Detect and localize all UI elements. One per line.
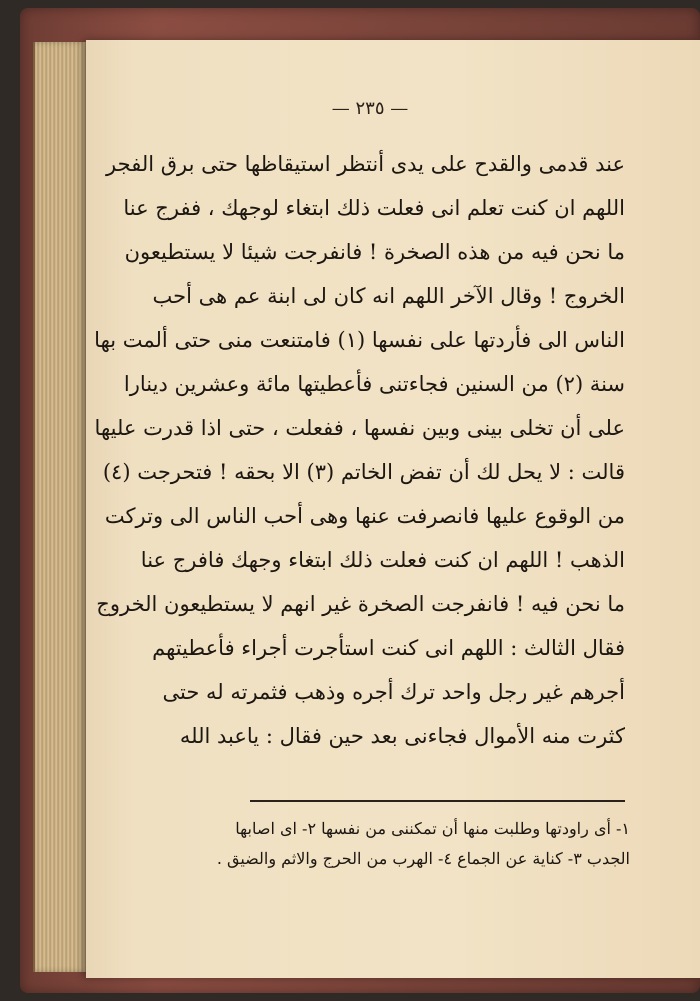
text-line: من الوقوع عليها فانصرفت عنها وهى أحب الناس الى وتركت	[104, 504, 625, 528]
text-line: ما نحن فيه ! فانفرجت الصخرة غير انهم لا يستطيعون الخروج	[96, 592, 625, 616]
text-line: سنة (٢) من السنين فجاءتنى فأعطيتها مائة وعشرين دينارا	[123, 372, 625, 396]
text-line: الذهب ! اللهم ان كنت فعلت ذلك ابتغاء وجهك فافرج عنا	[140, 548, 625, 572]
footnote-line: الجدب ٣- كناية عن الجماع ٤- الهرب من الحرج والاثم والضيق .	[216, 849, 630, 868]
text-line: كثرت منه الأموال فجاءنى بعد حين فقال : ياعبد الله	[179, 724, 625, 748]
footnote-line: ١- أى راودتها وطلبت منها أن تمكننى من نفسها ٢- اى اصابها	[235, 819, 630, 838]
page-edges	[33, 42, 88, 972]
text-line: الخروج ! وقال الآخر اللهم انه كان لى ابنة عم هى أحب	[152, 284, 625, 308]
text-line: قالت : لا يحل لك أن تفض الخاتم (٣) الا بحقه ! فتحرجت (٤)	[102, 460, 625, 484]
text-line: فقال الثالث : اللهم انى كنت استأجرت أجراء فأعطيتهم	[152, 636, 625, 660]
text-line: اللهم ان كنت تعلم انى فعلت ذلك ابتغاء لوجهك ، ففرج عنا	[123, 196, 625, 220]
text-line: أجرهم غير رجل واحد ترك أجره وذهب فثمرته له حتى	[162, 680, 625, 704]
body-text	[94, 142, 625, 758]
page-number: — ٢٣٥ —	[331, 98, 409, 119]
footnotes	[150, 814, 630, 874]
text-line: الناس الى فأردتها على نفسها (١) فامتنعت منى حتى ألمت بها	[94, 328, 625, 352]
text-line: عند قدمى والقدح على يدى أنتظر استيقاظها حتى برق الفجر	[106, 152, 625, 176]
text-line: ما نحن فيه من هذه الصخرة ! فانفرجت شيئا لا يستطيعون	[124, 240, 625, 264]
text-line: على أن تخلى بينى وبين نفسها ، ففعلت ، حتى اذا قدرت عليها	[94, 416, 625, 440]
footnote-divider	[250, 800, 625, 802]
